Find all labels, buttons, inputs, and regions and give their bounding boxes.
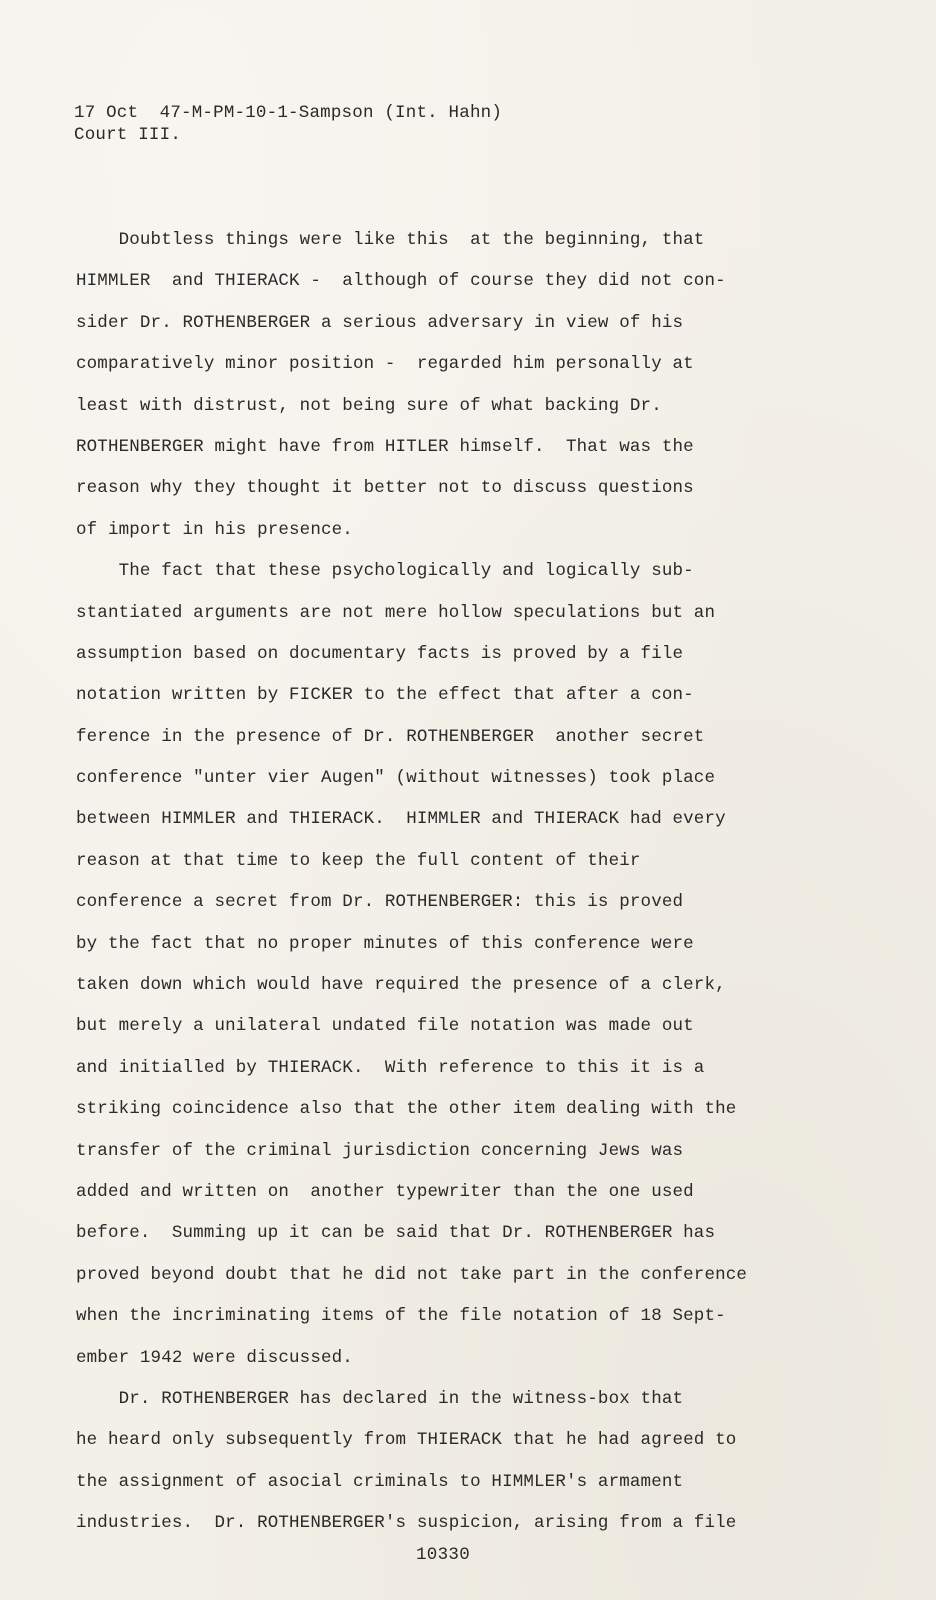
text-line: HIMMLER and THIERACK - although of course they did not con- <box>76 271 726 292</box>
text-line: of import in his presence. <box>76 519 353 540</box>
text-line: ember 1942 were discussed. <box>76 1347 353 1368</box>
text-line: he heard only subsequently from THIERACK that he had agreed to <box>76 1430 737 1451</box>
text-line: proved beyond doubt that he did not take part in the conference <box>76 1264 748 1285</box>
page-number: 10330 <box>416 1545 471 1565</box>
text-line: when the incriminating items of the file notation of 18 Sept- <box>76 1306 726 1327</box>
text-line: industries. Dr. ROTHENBERGER's suspicion, arising from a file <box>76 1513 737 1534</box>
text-line: between HIMMLER and THIERACK. HIMMLER and THIERACK had every <box>76 809 726 830</box>
text-line: added and written on another typewriter than the one used <box>76 1181 694 1202</box>
document-body <box>76 220 866 1545</box>
document-header <box>74 102 502 146</box>
text-line: reason at that time to keep the full content of their <box>76 850 641 871</box>
text-line: transfer of the criminal jurisdiction concerning Jews was <box>76 1140 684 1161</box>
text-line: sider Dr. ROTHENBERGER a serious adversary in view of his <box>76 312 684 333</box>
text-line: but merely a unilateral undated file notation was made out <box>76 1016 694 1037</box>
text-line: before. Summing up it can be said that Dr. ROTHENBERGER has <box>76 1223 716 1244</box>
text-line: by the fact that no proper minutes of this conference were <box>76 933 694 954</box>
text-line: and initialled by THIERACK. With reference to this it is a <box>76 1057 705 1078</box>
text-line: the assignment of asocial criminals to HIMMLER's armament <box>76 1471 684 1492</box>
text-line: The fact that these psychologically and logically sub- <box>76 561 694 582</box>
header-reference-line: 17 Oct 47-M-PM-10-1-Sampson (Int. Hahn) <box>74 103 503 123</box>
text-line: striking coincidence also that the other item dealing with the <box>76 1099 737 1120</box>
text-line: stantiated arguments are not mere hollow speculations but an <box>76 602 716 623</box>
text-line: conference "unter vier Augen" (without witnesses) took place <box>76 768 716 789</box>
text-line: least with distrust, not being sure of what backing Dr. <box>76 395 662 416</box>
text-line: Dr. ROTHENBERGER has declared in the witness-box that <box>76 1388 684 1409</box>
text-line: taken down which would have required the presence of a clerk, <box>76 975 726 996</box>
text-line: ROTHENBERGER might have from HITLER himself. That was the <box>76 436 694 457</box>
text-line: comparatively minor position - regarded him personally at <box>76 354 694 375</box>
text-line: Doubtless things were like this at the beginning, that <box>76 230 705 250</box>
text-line: conference a secret from Dr. ROTHENBERGER: this is proved <box>76 892 684 913</box>
text-line: assumption based on documentary facts is proved by a file <box>76 643 684 664</box>
text-line: ference in the presence of Dr. ROTHENBERGER another secret <box>76 726 705 747</box>
text-line: reason why they thought it better not to discuss questions <box>76 478 694 499</box>
text-line: notation written by FICKER to the effect that after a con- <box>76 685 694 706</box>
header-court-line: Court III. <box>74 125 182 145</box>
